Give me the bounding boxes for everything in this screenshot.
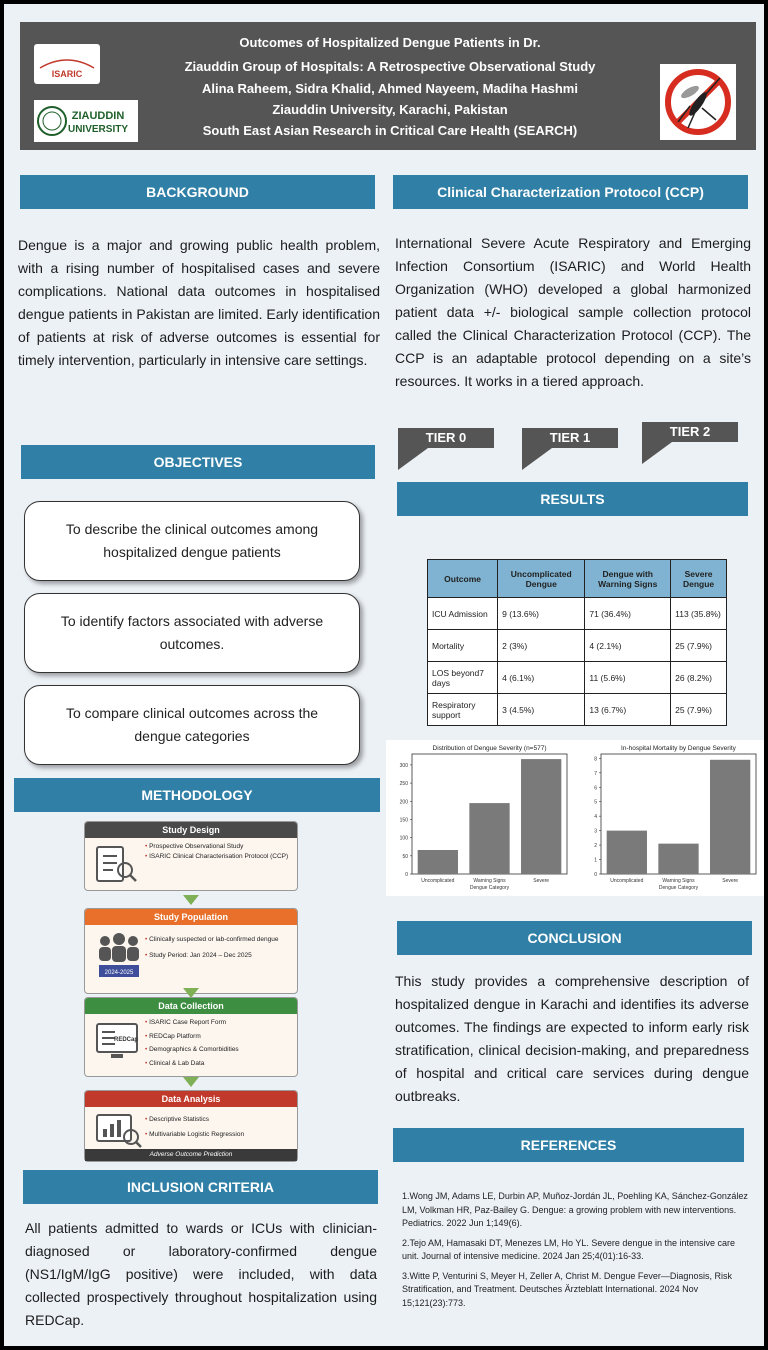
data-collection-item-4: • Clinical & Lab Data	[145, 1059, 239, 1069]
table-cell: 9 (13.6%)	[498, 598, 585, 630]
ziauddin-logo-graphic	[34, 100, 138, 142]
authors: Alina Raheem, Sidra Khalid, Ahmed Nayeem, Madiha Hashmi	[202, 81, 578, 96]
table-cell: 113 (35.8%)	[671, 598, 727, 630]
y-tick-label: 2	[594, 843, 597, 850]
data-analysis-item-1: • Descriptive Statistics	[145, 1115, 244, 1125]
svg-text:ZIAUDDIN: ZIAUDDIN	[71, 110, 125, 122]
ziauddin-university-logo	[34, 100, 138, 142]
data-analysis-footer: Adverse Outcome Prediction	[85, 1149, 297, 1161]
poster-title-line-2: Ziauddin Group of Hospitals: A Retrospective Observational Study	[184, 59, 596, 74]
x-tick-label: Uncomplicated	[421, 878, 455, 884]
poster-sheet	[4, 4, 764, 1346]
table-header-cell: Severe Dengue	[671, 560, 727, 598]
severity-distribution-chart	[386, 740, 575, 896]
table-cell: 26 (8.2%)	[671, 662, 727, 694]
table-cell: 4 (6.1%)	[498, 662, 585, 694]
data-analysis-title: Data Analysis	[85, 1091, 297, 1107]
inclusion-criteria-text: All patients admitted to wards or ICUs with clinician-diagnosed or laboratory-confirmed dengue (NS1/IgM/IgG positive) were included, with data collected prospectively throughout hospitalization using REDCap.	[25, 1220, 377, 1328]
table-cell: LOS beyond7 days	[428, 662, 498, 694]
conclusion-text: This study provides a comprehensive description of hospitalized dengue in Karachi and identifies its adverse outcomes. The findings are expected to inform early risk stratification, clinical decision-making, and preparedness of hospital and critical care services during dengue outbreaks.	[395, 973, 749, 1104]
tier-2-tail	[642, 442, 672, 464]
chart-title: In-hospital Mortality by Dengue Severity	[621, 745, 736, 752]
computer-form-icon	[95, 1020, 143, 1064]
reference-item: 3.Witte P, Venturini S, Meyer H, Zeller A, Christ M. Dengue Fever—Diagnosis, Risk Stratification, and Treatment. Deutsches Ärzteblatt International. 2024 Nov 15;121(23):773.	[402, 1270, 732, 1308]
y-tick-label: 150	[399, 817, 408, 824]
svg-text:REDCap: REDCap	[113, 1037, 139, 1043]
ccp-heading: Clinical Characterization Protocol (CCP)	[393, 175, 748, 209]
flow-arrow-down-icon	[181, 1077, 201, 1087]
table-header-cell: Dengue with Warning Signs	[585, 560, 671, 598]
y-tick-label: 8	[594, 756, 597, 763]
x-tick-label: Warning Signs	[473, 878, 506, 884]
study-population-item-1: • Clinically suspected or lab-confirmed dengue	[145, 935, 278, 945]
study-population-card	[84, 908, 298, 994]
table-cell: 13 (6.7%)	[585, 694, 671, 726]
bar	[658, 844, 698, 874]
table-cell: 11 (5.6%)	[585, 662, 671, 694]
x-axis-label: Dengue Category	[658, 885, 699, 891]
svg-text:2024-2025: 2024-2025	[104, 970, 134, 976]
table-cell: ICU Admission	[428, 598, 498, 630]
y-tick-label: 300	[399, 762, 408, 769]
objective-2-text: To identify factors associated with adverse outcomes.	[60, 613, 324, 652]
x-tick-label: Warning Signs	[662, 878, 695, 884]
table-header-cell: Uncomplicated Dengue	[498, 560, 585, 598]
study-design-title: Study Design	[85, 822, 297, 838]
table-cell: 4 (2.1%)	[585, 630, 671, 662]
table-cell: Mortality	[428, 630, 498, 662]
study-population-item-2: • Study Period: Jan 2024 – Dec 2025	[145, 951, 278, 961]
data-analysis-item-2: • Multivariable Logistic Regression	[145, 1130, 244, 1140]
objective-3-text: To compare clinical outcomes across the dengue categories	[65, 705, 319, 744]
table-cell: Respiratory support	[428, 694, 498, 726]
chart-title: Distribution of Dengue Severity (n=577)	[432, 745, 547, 752]
data-collection-card	[84, 997, 298, 1077]
tier-1-tail	[522, 448, 552, 470]
bar	[607, 831, 647, 874]
results-heading: RESULTS	[397, 482, 748, 516]
y-tick-label: 3	[594, 828, 597, 835]
y-tick-label: 6	[594, 785, 597, 792]
reference-item: 2.Tejo AM, Hamasaki DT, Menezes LM, Ho YL. Severe dengue in the intensive care unit. Journal of intensive medicine. 2024 Jan 25;4(01):16-33.	[402, 1237, 736, 1261]
objective-3	[24, 685, 360, 765]
table-row	[428, 694, 727, 726]
table-header-cell: Outcome	[428, 560, 498, 598]
y-tick-label: 50	[402, 853, 408, 860]
x-tick-label: Severe	[722, 878, 739, 884]
svg-text:ISARIC: ISARIC	[51, 69, 83, 79]
table-cell: 25 (7.9%)	[671, 694, 727, 726]
bar	[418, 850, 458, 874]
objective-2	[24, 593, 360, 673]
x-tick-label: Uncomplicated	[610, 878, 644, 884]
research-network: South East Asian Research in Critical Care Health (SEARCH)	[202, 123, 578, 138]
no-mosquito-icon	[660, 64, 736, 140]
conclusion-heading: CONCLUSION	[397, 921, 752, 955]
methodology-heading: METHODOLOGY	[14, 778, 380, 812]
isaric-logo	[34, 44, 100, 84]
results-table-header-row	[428, 560, 727, 598]
table-cell: 71 (36.4%)	[585, 598, 671, 630]
data-analysis-card	[84, 1090, 298, 1162]
references-list	[402, 1190, 754, 1316]
table-row	[428, 662, 727, 694]
table-cell: 2 (3%)	[498, 630, 585, 662]
study-design-item-2: • ISARIC Clinical Characterisation Protocol (CCP)	[145, 852, 288, 862]
bar	[469, 803, 509, 874]
y-tick-label: 250	[399, 781, 408, 788]
data-collection-item-2: • REDCap Platform	[145, 1032, 239, 1042]
table-row	[428, 630, 727, 662]
table-cell: 3 (4.5%)	[498, 694, 585, 726]
tier-1-label: TIER 1	[522, 428, 618, 448]
results-table	[427, 559, 727, 726]
objective-1-text: To describe the clinical outcomes among hospitalized dengue patients	[65, 521, 319, 560]
poster-title-line-1: Outcomes of Hospitalized Dengue Patients in Dr.	[239, 35, 541, 50]
objective-1	[24, 501, 360, 581]
mortality-by-severity-chart	[575, 740, 764, 896]
y-tick-label: 1	[594, 857, 597, 864]
table-row	[428, 598, 727, 630]
poster-header	[20, 22, 756, 150]
study-population-title: Study Population	[85, 909, 297, 925]
ccp-text: International Severe Acute Respiratory and Emerging Infection Consortium (ISARIC) and World Health Organization (WHO) developed a global harmonized patient data +/- biological sample collection protocol called the Clinical Characterization Protocol (CCP). The CCP is an adaptable protocol depending on a site’s resources. It works in a tiered approach.	[395, 235, 751, 389]
y-tick-label: 0	[594, 872, 597, 878]
y-tick-label: 200	[399, 799, 408, 806]
y-tick-label: 4	[594, 814, 597, 821]
bar	[710, 760, 750, 874]
clipboard-icon	[95, 844, 139, 884]
background-text: Dengue is a major and growing public health problem, with a rising number of hospitalised cases and severe complications. National data outcomes in hospitalised dengue patients in Pakistan are limited. Early identification of patients at risk of adverse outcomes is essential for timely intervention, particularly in intensive care settings.	[18, 237, 380, 368]
tier-2-label: TIER 2	[642, 422, 738, 442]
analysis-chart-icon	[95, 1113, 143, 1149]
charts-panel	[386, 740, 764, 896]
background-heading: BACKGROUND	[20, 175, 375, 209]
people-group-icon	[95, 931, 143, 979]
data-collection-item-3: • Demographics & Comorbidities	[145, 1045, 239, 1055]
objectives-heading: OBJECTIVES	[21, 445, 375, 479]
data-collection-title: Data Collection	[85, 998, 297, 1014]
study-design-item-1: • Prospective Observational Study	[145, 842, 288, 852]
affiliation: Ziauddin University, Karachi, Pakistan	[272, 102, 508, 117]
x-tick-label: Severe	[533, 878, 550, 884]
reference-item: 1.Wong JM, Adams LE, Durbin AP, Muñoz-Jordán JL, Poehling KA, Sánchez-González LM, Volkman HR, Paz-Bailey G. Dengue: a growing problem with new interventions. Pediatrics. 2022 Jun 1;149(6).	[402, 1191, 748, 1228]
flow-arrow-down-icon	[181, 895, 201, 905]
y-tick-label: 5	[594, 799, 597, 806]
svg-text:UNIVERSITY: UNIVERSITY	[67, 124, 129, 135]
tier-0-tail	[398, 448, 428, 470]
bar	[521, 759, 561, 874]
isaric-logo-graphic	[34, 44, 100, 84]
y-tick-label: 100	[399, 835, 408, 842]
x-axis-label: Dengue Category	[469, 885, 510, 891]
references-heading: REFERENCES	[393, 1128, 744, 1162]
data-collection-item-1: • ISARIC Case Report Form	[145, 1018, 239, 1028]
tier-0-label: TIER 0	[398, 428, 494, 448]
study-design-card	[84, 821, 298, 891]
table-cell: 25 (7.9%)	[671, 630, 727, 662]
y-tick-label: 0	[405, 872, 408, 878]
inclusion-criteria-heading: INCLUSION CRITERIA	[23, 1170, 378, 1204]
y-tick-label: 7	[594, 770, 597, 777]
